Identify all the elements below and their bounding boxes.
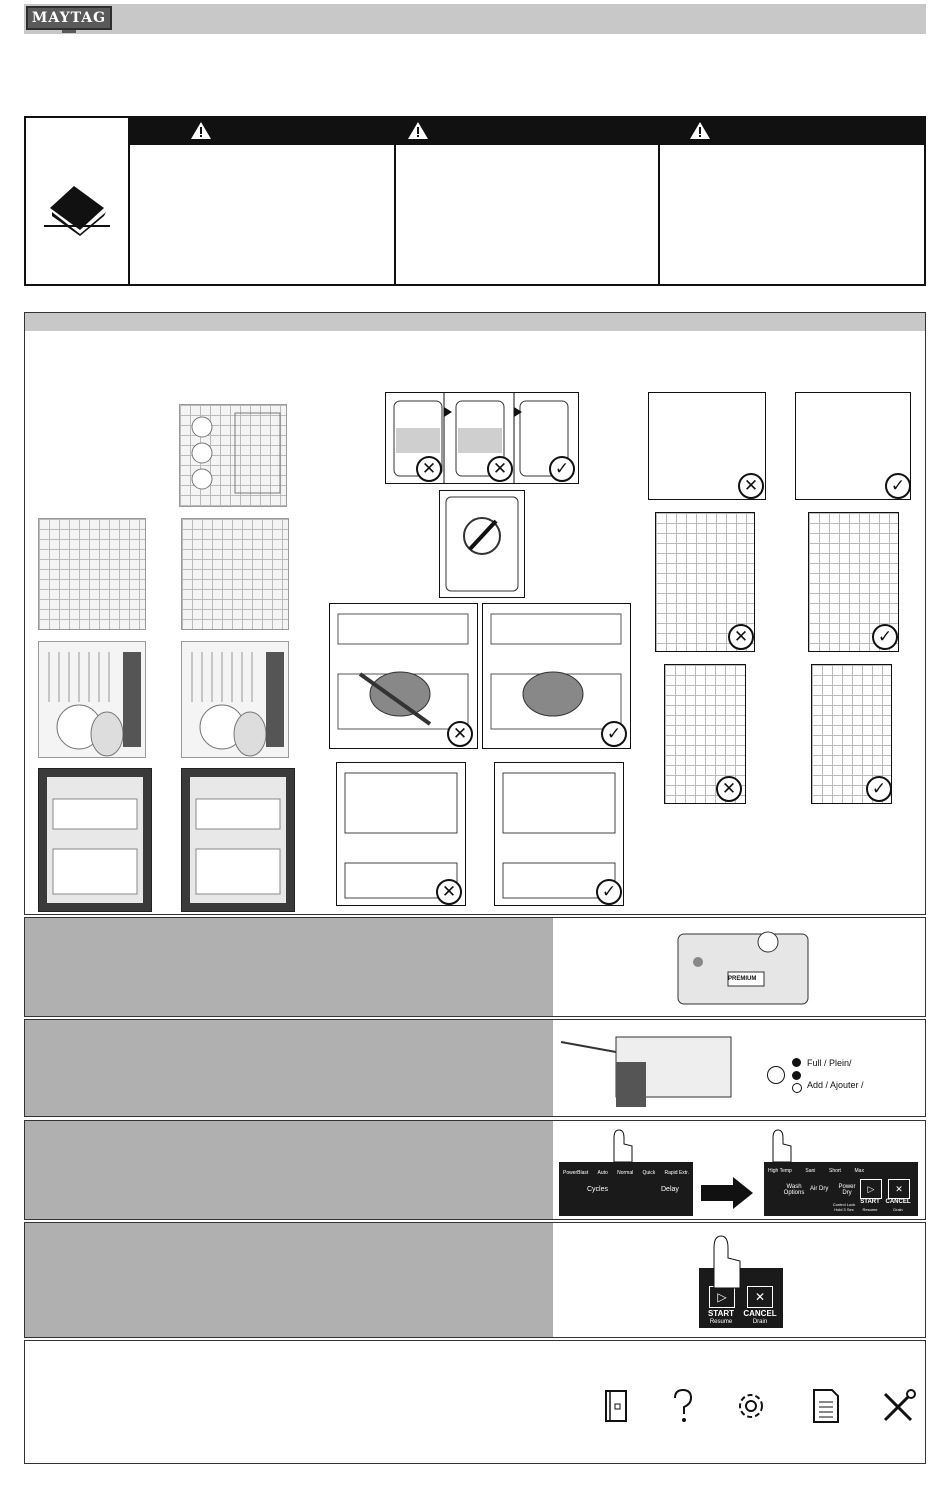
full-dishwasher-illustration — [181, 768, 295, 912]
full-dishwasher-illustration — [38, 768, 152, 912]
step-text-area — [25, 1121, 553, 1219]
arrow-right-icon — [701, 1177, 753, 1214]
cycle-option[interactable]: Quick — [642, 1170, 656, 1176]
warning-title-bar — [130, 117, 925, 145]
gear-icon[interactable] — [731, 1386, 771, 1426]
step-text-area — [25, 1223, 553, 1337]
lower-rack-illustration — [38, 641, 146, 758]
header-bar — [24, 4, 926, 34]
manual-warning-icon — [24, 116, 130, 282]
question-icon[interactable] — [663, 1386, 703, 1426]
footer-section — [24, 1340, 926, 1464]
option-item[interactable]: High Temp — [768, 1168, 792, 1174]
warning-triangle-icon — [190, 121, 212, 145]
rinse-add-label: Add / Ajouter / — [807, 1080, 864, 1090]
start-play-icon[interactable]: ▷ — [709, 1286, 735, 1308]
wash-options-button[interactable]: Wash Options — [783, 1184, 805, 1196]
add-dot-icon — [792, 1083, 802, 1093]
loading-section-header — [25, 313, 925, 331]
delay-label: Delay — [661, 1186, 679, 1193]
cycle-options-row — [563, 1170, 689, 1176]
detergent-dispenser-illustration — [668, 922, 818, 1010]
start-label: START — [860, 1199, 880, 1205]
warning-triangle-icon — [407, 121, 429, 145]
upper-rack-illustration — [181, 518, 289, 630]
wrong-mark-icon: ✕ — [436, 879, 462, 905]
step-text-area — [25, 1020, 553, 1116]
mid-dot-icon — [792, 1071, 801, 1080]
cycle-option[interactable]: Normal — [617, 1170, 634, 1176]
right-mark-icon: ✓ — [596, 879, 622, 905]
filter-illustration — [439, 490, 525, 598]
document-icon[interactable] — [806, 1386, 846, 1426]
wrong-mark-icon: ✕ — [447, 721, 473, 747]
resume-label: Resume — [862, 1207, 878, 1212]
rinse-full-label: Full / Plein/ — [807, 1058, 852, 1068]
cycle-option[interactable]: Auto — [597, 1170, 608, 1176]
drain-label: Drain — [752, 1319, 768, 1325]
rinse-aid-dispenser-illustration — [556, 1022, 736, 1114]
drain-label: Drain — [893, 1207, 903, 1212]
power-dry-button[interactable]: Power Dry — [838, 1184, 856, 1196]
wrong-mark-icon: ✕ — [416, 456, 442, 482]
air-dry-button[interactable]: Air Dry — [810, 1186, 829, 1192]
option-item[interactable]: Max — [854, 1168, 864, 1174]
cycle-option[interactable]: PowerBlast — [563, 1170, 589, 1176]
tools-icon[interactable] — [879, 1386, 919, 1426]
maytag-logo: MAYTAG — [26, 6, 112, 30]
cycles-label: Cycles — [587, 1186, 609, 1193]
right-mark-icon: ✓ — [872, 624, 898, 650]
third-rack-illustration — [179, 404, 287, 507]
warning-column-divider — [658, 145, 660, 286]
hand-pointer-icon — [765, 1124, 793, 1169]
right-mark-icon: ✓ — [885, 473, 911, 499]
warning-triangle-icon — [689, 121, 711, 145]
cancel-label: CANCEL — [743, 1309, 777, 1318]
hand-pointer-icon — [606, 1124, 634, 1169]
cancel-x-icon[interactable]: ✕ — [747, 1286, 773, 1308]
rinse-aid-indicator-icon — [767, 1066, 785, 1084]
right-mark-icon: ✓ — [601, 721, 627, 747]
hand-pointer-icon — [702, 1228, 742, 1295]
upper-rack-illustration — [38, 518, 146, 630]
wrong-mark-icon: ✕ — [728, 624, 754, 650]
warning-left-panel — [24, 116, 130, 286]
wrong-mark-icon: ✕ — [716, 776, 742, 802]
control-lock-label: Control Lock Hold 3 Sec — [832, 1202, 856, 1212]
step-text-area — [25, 918, 553, 1016]
lower-rack-illustration — [181, 641, 289, 758]
start-play-icon[interactable]: ▷ — [860, 1179, 882, 1199]
right-mark-icon: ✓ — [549, 456, 575, 482]
warning-column-divider — [394, 145, 396, 286]
manual-icon[interactable] — [598, 1386, 638, 1426]
options-control-panel — [764, 1162, 918, 1216]
cancel-x-icon[interactable]: ✕ — [888, 1179, 910, 1199]
resume-label: Resume — [709, 1319, 733, 1325]
wrong-mark-icon: ✕ — [487, 456, 513, 482]
option-item[interactable]: Sani — [805, 1168, 816, 1174]
wrong-mark-icon: ✕ — [738, 473, 764, 499]
cycle-option[interactable]: Rapid Extr. — [664, 1170, 689, 1176]
start-label: START — [707, 1309, 735, 1318]
cycle-control-panel — [559, 1162, 693, 1216]
full-dot-icon — [792, 1058, 801, 1067]
right-mark-icon: ✓ — [866, 776, 892, 802]
cancel-label: CANCEL — [885, 1199, 911, 1205]
detergent-label: PREMIUM — [728, 976, 757, 982]
option-item[interactable]: Short — [828, 1168, 841, 1174]
